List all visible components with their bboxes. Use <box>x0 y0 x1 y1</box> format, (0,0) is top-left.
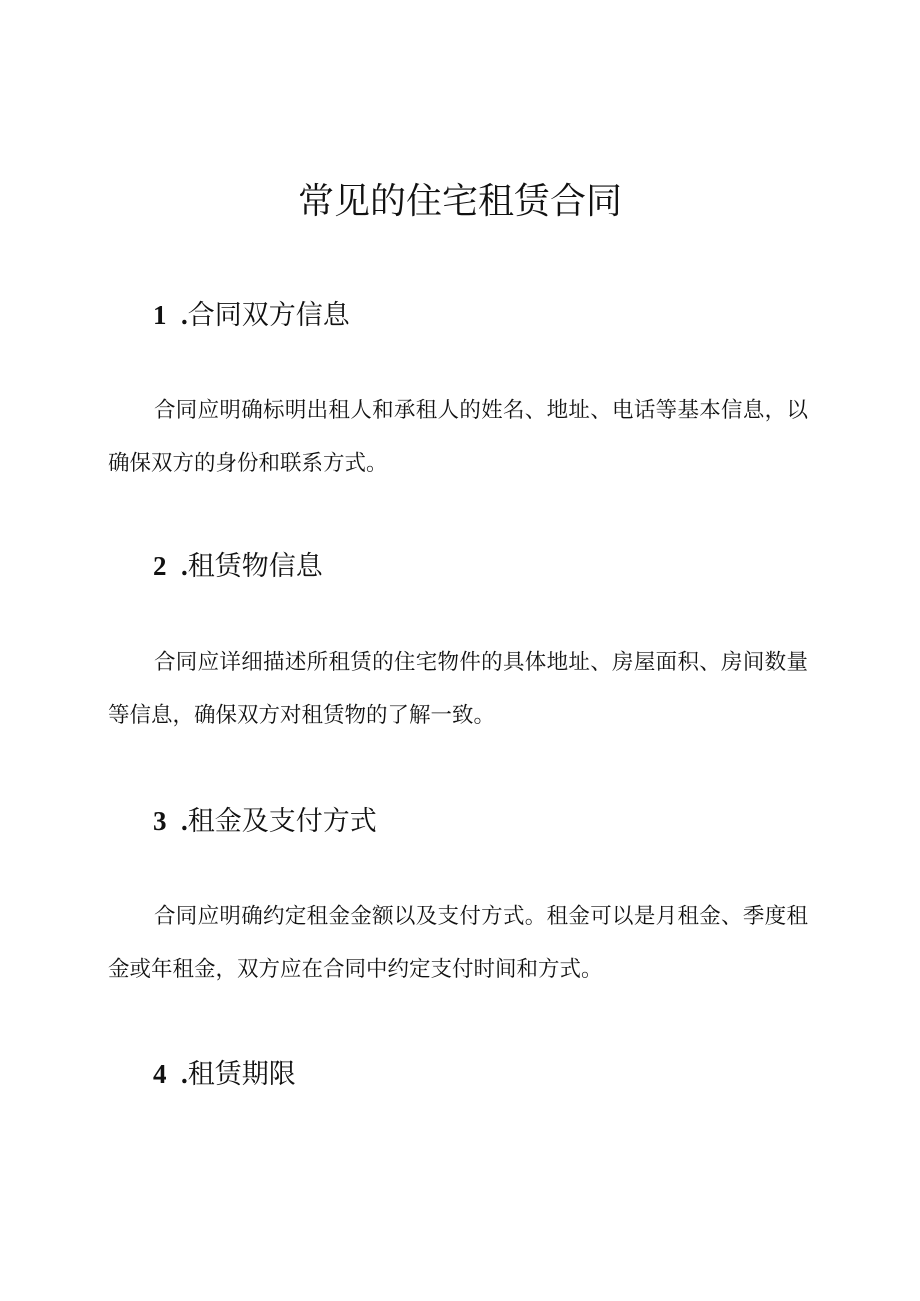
section-number-dot: . <box>181 551 188 581</box>
section-number: 3 <box>153 806 167 836</box>
section-number-dot: . <box>181 300 188 330</box>
section-number: 1 <box>153 300 167 330</box>
document-title: 常见的住宅租赁合同 <box>297 181 622 222</box>
section-heading-4 <box>153 1056 296 1093</box>
section-heading-text: 租金及支付方式 <box>187 806 377 837</box>
section-body-1: 合同应明确标明出租人和承租人的姓名、地址、电话等基本信息，以确保双方的身份和联系方式。 <box>108 398 808 476</box>
section-heading-text: 租赁期限 <box>187 1059 296 1090</box>
section-number: 2 <box>153 551 167 581</box>
section-heading-1 <box>153 297 350 334</box>
section-heading-text: 租赁物信息 <box>187 551 323 582</box>
section-number-dot: . <box>181 806 188 836</box>
section-heading-3 <box>153 803 377 840</box>
section-number: 4 <box>153 1059 167 1089</box>
section-heading-text: 合同双方信息 <box>187 300 350 331</box>
section-body-2: 合同应详细描述所租赁的住宅物件的具体地址、房屋面积、房间数量等信息，确保双方对租赁物的了解一致。 <box>108 650 808 728</box>
section-number-dot: . <box>181 1059 188 1089</box>
section-heading-2 <box>153 548 323 585</box>
section-body-3: 合同应明确约定租金金额以及支付方式。租金可以是月租金、季度租金或年租金，双方应在合同中约定支付时间和方式。 <box>108 904 808 982</box>
